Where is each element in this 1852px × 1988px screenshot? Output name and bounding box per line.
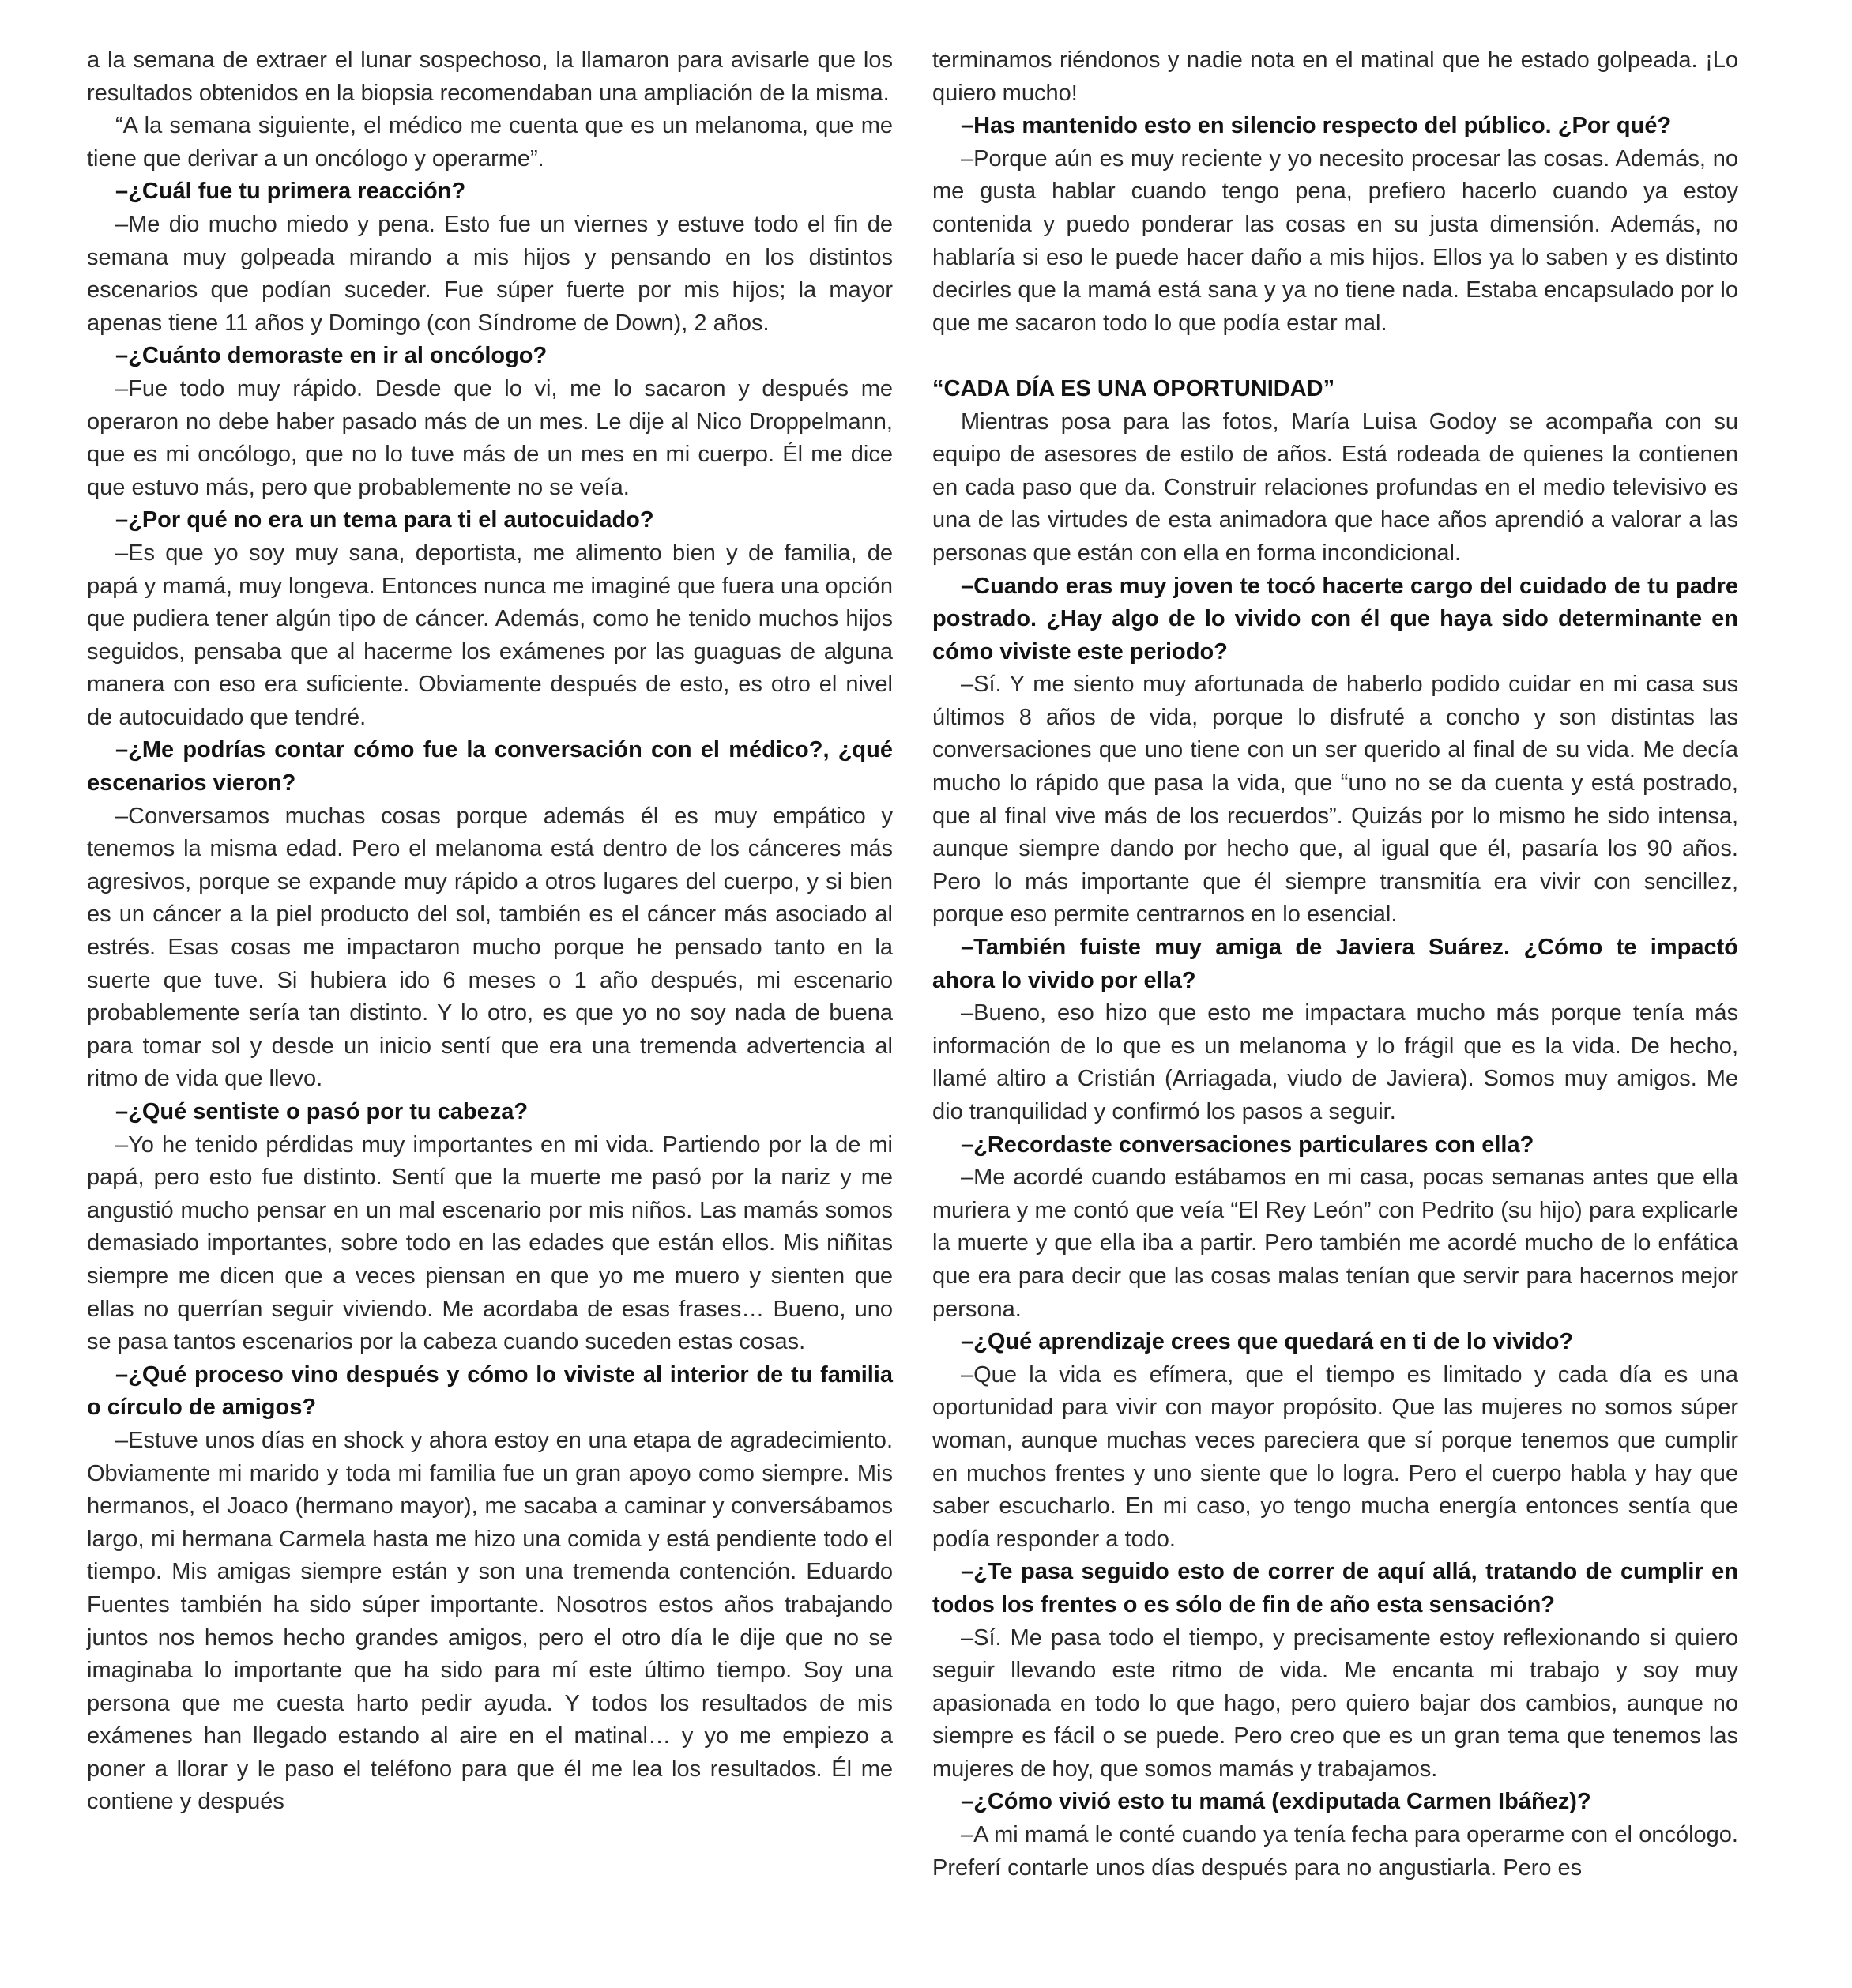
body-paragraph: –Es que yo soy muy sana, deportista, me alimento bien y de familia, de papá y mamá, muy longeva. Entonces nunca me imaginé que fuera una opción que pudiera tener algún tipo de cáncer. Además, como he tenido muchos hijos seguidos, pensaba que al hacerme los exámenes por las guaguas de alguna manera con eso era suficiente. Obviamente después de esto, es otro el nivel de autocuidado que tendré. [87,540,893,730]
interview-question: –¿Te pasa seguido esto de correr de aquí allá, tratando de cumplir en todos los frentes o es sólo de fin de año esta sensación? [932,1559,1738,1617]
body-paragraph: terminamos riéndonos y nadie nota en el matinal que he estado golpeada. ¡Lo quiero mucho! [932,47,1738,106]
body-paragraph: “A la semana siguiente, el médico me cuenta que es un melanoma, que me tiene que derivar a un oncólogo y operarme”. [87,113,893,171]
interview-question: –¿Qué proceso vino después y cómo lo viviste al interior de tu familia o círculo de amigos? [87,1361,893,1421]
interview-question: –¿Me podrías contar cómo fue la conversación con el médico?, ¿qué escenarios vieron? [87,737,893,796]
body-paragraph: –Porque aún es muy reciente y yo necesito procesar las cosas. Además, no me gusta hablar cuando tengo pena, prefiero hacerlo cuando ya estoy contenida y puedo ponderar las cosas en su justa dimensión. Además, no hablaría si eso le puede hacer daño a mis hijos. Ellos ya lo saben y es distinto decirles que la mamá está sana y ya no tiene nada. Estaba encapsulado por lo que me sacaron todo lo que podía estar mal. [932,145,1738,336]
interview-question: –¿Por qué no era un tema para ti el autocuidado? [115,507,654,533]
interview-question: –¿Recordaste conversaciones particulares con ella? [961,1131,1534,1158]
body-paragraph: –Conversamos muchas cosas porque además él es muy empático y tenemos la misma edad. Pero el melanoma está dentro de los cánceres más agresivos, porque se expande muy rápido a otros lugares del cuerpo, y si bien es un cáncer a la piel producto del sol, también es el cáncer más asociado al estrés. Esas cosas me impactaron mucho porque he pensado tanto en la suerte que tuve. Si hubiera ido 6 meses o 1 año después, mi escenario probablemente sería tan distinto. Y lo otro, es que yo no soy nada de buena para tomar sol y desde un inicio sentí que era una tremenda advertencia al ritmo de vida que llevo. [87,803,893,1092]
interview-question: –¿Qué sentiste o pasó por tu cabeza? [115,1099,529,1124]
body-paragraph: –Sí. Y me siento muy afortunada de haberlo podido cuidar en mi casa sus últimos 8 años de vida, porque lo disfruté a concho y son distintas las conversaciones que uno tiene con un ser querido al final de su vida. Me decía mucho lo rápido que pasa la vida, que “uno no se da cuenta y está postrado, que al final vive más de los recuerdos”. Quizás por lo mismo he sido intensa, aunque siempre dando por hecho que, al igual que él, pasaría los 90 años. Pero lo más importante que él siempre transmitía era vivir con sencillez, porque eso permite centrarnos en lo esencial. [932,672,1738,928]
body-paragraph: –Estuve unos días en shock y ahora estoy en una etapa de agradecimiento. Obviamente mi marido y toda mi familia fue un gran apoyo como siempre. Mis hermanos, el Joaco (hermano mayor), me sacaba a caminar y conversábamos largo, mi hermana Carmela hasta me hizo una comida y está pendiente todo el tiempo. Mis amigas siempre están y son una tremenda contención. Eduardo Fuentes también ha sido súper importante. Nosotros estos años trabajando juntos nos hemos hecho grandes amigos, pero el otro día le dije que no se imaginaba lo importante que ha sido para mí este último tiempo. Soy una persona que me cuesta harto pedir ayuda. Y todos los resultados de mis exámenes han llegado estando al aire en el matinal… y yo me empiezo a poner a llorar y le paso el teléfono para que él me lea los resultados. Él me contiene y después [87,1427,893,1815]
body-paragraph: –Yo he tenido pérdidas muy importantes en mi vida. Partiendo por la de mi papá, pero esto fue distinto. Sentí que la muerte me pasó por la nariz y me angustió mucho pensar en un mal escenario por mis niños. Las mamás somos demasiado importantes, sobre todo en las edades que están ellos. Mis niñitas siempre me dicen que a veces piensan en que yo me muero y sienten que ellas no querrían seguir viviendo. Me acordaba de esas frases… Bueno, uno se pasa tantos escenarios por la cabeza cuando suceden estas cosas. [87,1131,893,1355]
body-paragraph: –A mi mamá le conté cuando ya tenía fecha para operarme con el oncólogo. Preferí contarle unos días después para no angustiarla. Pero es [932,1822,1738,1881]
body-paragraph: –Me dio mucho miedo y pena. Esto fue un viernes y estuve todo el fin de semana muy golpeada mirando a mis hijos y pensando en los distintos escenarios que podían suceder. Fue súper fuerte por mis hijos; la mayor apenas tiene 11 años y Domingo (con Síndrome de Down), 2 años. [87,211,893,336]
body-paragraph: Mientras posa para las fotos, María Luisa Godoy se acompaña con su equipo de asesores de estilo de años. Está rodeada de quienes la contienen en cada paso que da. Construir relaciones profundas en el medio televisivo es una de las virtudes de esta animadora que hace años aprendió a valorar a las personas que están con ella en forma incondicional. [932,409,1738,566]
body-paragraph: a la semana de extraer el lunar sospechoso, la llamaron para avisarle que los resultados obtenidos en la biopsia recomendaban una ampliación de la misma. [87,47,893,106]
interview-question: –¿Cuál fue tu primera reacción? [115,179,466,205]
right-column [932,44,1738,1884]
body-paragraph: –Me acordé cuando estábamos en mi casa, pocas semanas antes que ella muriera y me contó que veía “El Rey León” con Pedrito (su hijo) para explicarle la muerte y que ella iba a partir. Pero también me acordé mucho de lo enfática que era para decir que las cosas malas tenían que servir para hacernos mejor persona. [932,1165,1738,1322]
interview-question: –¿Cuánto demoraste en ir al oncólogo? [115,343,548,369]
body-paragraph: –Fue todo muy rápido. Desde que lo vi, me lo sacaron y después me operaron no debe haber pasado más de un mes. Le dije al Nico Droppelmann, que es mi oncólogo, que no lo tuve más de un mes en mi cuerpo. Él me dice que estuvo más, pero que probablemente no se veía. [87,375,893,500]
interview-question: –También fuiste muy amiga de Javiera Suárez. ¿Cómo te impactó ahora lo vivido por ella? [932,935,1738,993]
body-paragraph: –Que la vida es efímera, que el tiempo es limitado y cada día es una oportunidad para vivir con mayor propósito. Que las mujeres no somos súper woman, aunque muchas veces pareciera que sí porque tenemos que cumplir en muchos frentes y uno siente que lo logra. Pero el cuerpo habla y hay que saber escucharlo. En mi caso, yo tengo mucha energía entonces sentía que podía responder a todo. [932,1361,1738,1552]
body-paragraph: –Bueno, eso hizo que esto me impactara mucho más porque tenía más información de lo que es un melanoma y lo frágil que es la vida. De hecho, llamé altiro a Cristián (Arriagada, viudo de Javiera). Somos muy amigos. Me dio tranquilidad y confirmó los pasos a seguir. [932,1000,1738,1124]
interview-question: –Has mantenido esto en silencio respecto del público. ¿Por qué? [961,113,1672,139]
interview-question: –¿Qué aprendizaje crees que quedará en ti de lo vivido? [961,1329,1574,1355]
interview-question: –Cuando eras muy joven te tocó hacerte cargo del cuidado de tu padre postrado. ¿Hay algo de lo vivido con él que haya sido determinante en cómo viviste este periodo? [932,573,1738,665]
section-heading: “CADA DÍA ES UNA OPORTUNIDAD” [932,375,1335,401]
body-paragraph: –Sí. Me pasa todo el tiempo, y precisamente estoy reflexionando si quiero seguir llevando este ritmo de vida. Me encanta mi trabajo y soy muy apasionada en todo lo que hago, pero quiero bajar dos cambios, aunque no siempre es fácil o se puede. Pero creo que es un gran tema que tenemos las mujeres de hoy, que somos mamás y trabajamos. [932,1625,1738,1782]
left-column [87,44,893,1819]
interview-question: –¿Cómo vivió esto tu mamá (exdiputada Carmen Ibáñez)? [961,1789,1591,1815]
